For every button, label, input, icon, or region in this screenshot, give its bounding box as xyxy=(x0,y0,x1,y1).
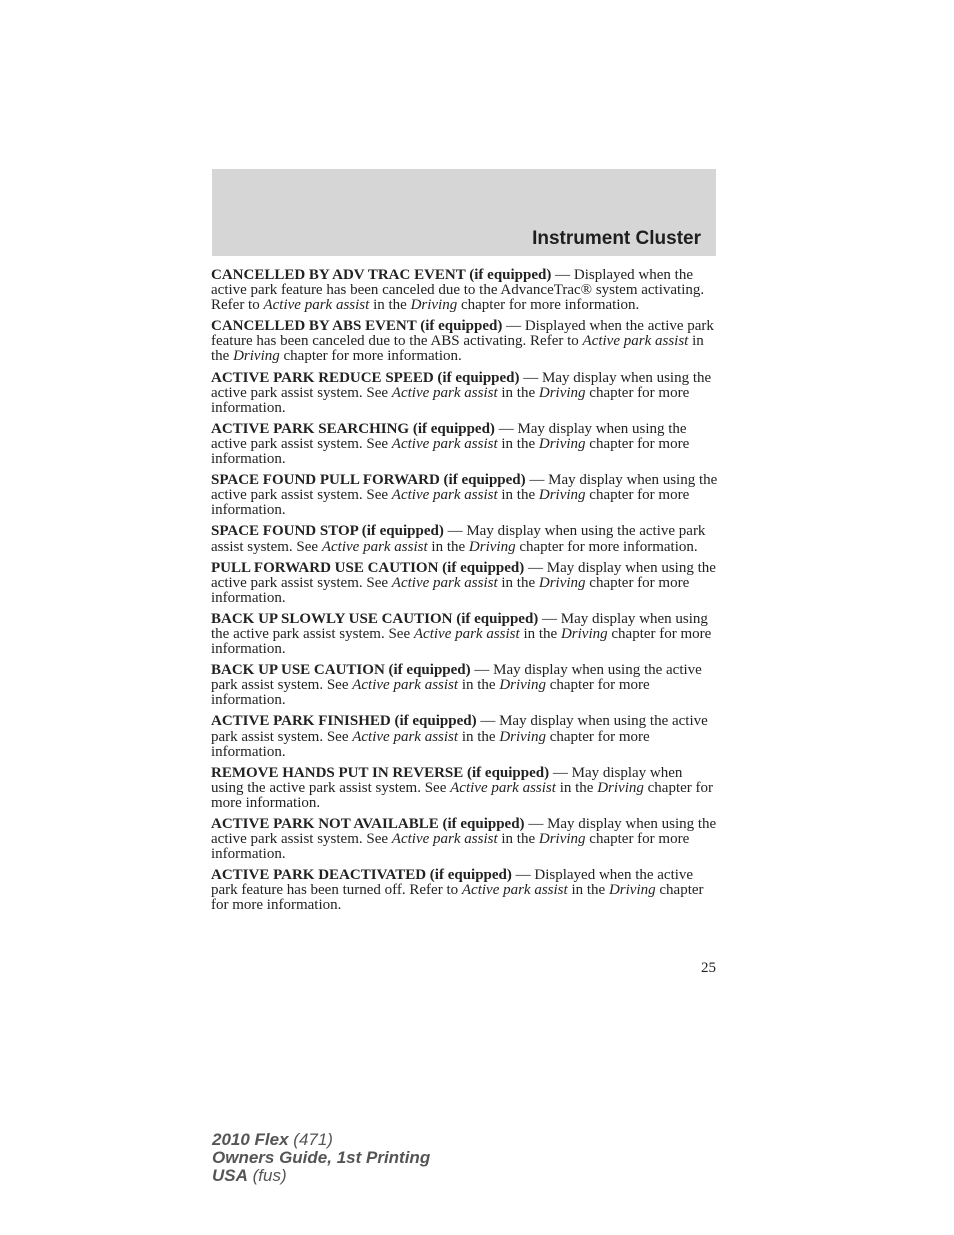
description-text: chapter for more information. xyxy=(211,384,690,416)
description-text: — May display when using the active park assist system. See xyxy=(211,420,687,452)
message-term: CANCELLED BY ADV TRAC EVENT (if equipped) xyxy=(211,267,552,283)
description-text: chapter for more information. xyxy=(211,831,690,863)
footer-market: USA xyxy=(212,1166,248,1185)
message-term: ACTIVE PARK FINISHED (if equipped) xyxy=(211,713,477,730)
description-text: in the xyxy=(497,384,539,401)
footer-model-code: (471) xyxy=(288,1130,333,1149)
cross-reference: Active park assist xyxy=(413,625,520,642)
footer-market-code: (fus) xyxy=(247,1166,287,1185)
cross-reference: Driving xyxy=(468,538,516,555)
message-entry xyxy=(211,612,718,657)
description-text: chapter for more information. xyxy=(211,779,714,811)
cross-reference: Active park assist xyxy=(352,728,459,745)
message-entry xyxy=(211,422,718,467)
description-text: — May display when using the active park assist system. See xyxy=(211,816,717,848)
cross-reference: Driving xyxy=(499,728,546,745)
cross-reference: Active park assist xyxy=(582,333,689,350)
cross-reference: Active park assist xyxy=(263,297,370,314)
description-text: — May display when using the active park assist system. See xyxy=(211,713,708,745)
cross-reference: Driving xyxy=(538,831,586,848)
message-term: CANCELLED BY ABS EVENT (if equipped) xyxy=(211,318,503,335)
cross-reference: Driving xyxy=(538,435,586,452)
description-text: in the xyxy=(369,297,411,314)
description-text: — Displayed when the active park feature has been turned off. Refer to xyxy=(211,867,694,899)
cross-reference: Driving xyxy=(538,574,586,591)
footer-model: 2010 Flex xyxy=(212,1130,289,1149)
cross-reference: Driving xyxy=(538,487,586,504)
message-entry xyxy=(211,766,718,811)
message-term: SPACE FOUND PULL FORWARD (if equipped) xyxy=(211,472,526,489)
description-text: in the xyxy=(567,882,609,899)
cross-reference: Active park assist xyxy=(321,538,428,555)
description-text: chapter for more information. xyxy=(457,297,640,314)
description-text: in the xyxy=(555,779,598,796)
description-text: in the xyxy=(519,625,561,642)
message-entry xyxy=(211,663,718,708)
message-entry xyxy=(211,268,718,313)
cross-reference: Driving xyxy=(560,625,608,642)
message-entry xyxy=(211,319,718,364)
description-text: chapter for more information. xyxy=(211,625,712,658)
message-term: ACTIVE PARK REDUCE SPEED (if equipped) xyxy=(211,369,520,386)
description-text: — May display when using the active park assist system. See xyxy=(211,559,716,591)
cross-reference: Driving xyxy=(233,348,280,365)
footer-line-guide: Owners Guide, 1st Printing xyxy=(212,1148,431,1167)
cross-reference: Driving xyxy=(499,677,546,694)
page-number: 25 xyxy=(701,960,716,976)
cross-reference: Active park assist xyxy=(391,384,498,401)
message-term: ACTIVE PARK NOT AVAILABLE (if equipped) xyxy=(211,816,525,832)
description-text: in the xyxy=(497,574,539,591)
cross-reference: Driving xyxy=(597,779,644,796)
message-term: PULL FORWARD USE CAUTION (if equipped) xyxy=(211,559,525,576)
message-term: BACK UP SLOWLY USE CAUTION (if equipped) xyxy=(211,610,539,627)
description-text: in the xyxy=(497,435,539,452)
footer-line-market xyxy=(212,1167,430,1185)
message-entry xyxy=(211,817,718,862)
cross-reference: Active park assist xyxy=(391,435,498,452)
description-text: in the xyxy=(458,728,500,745)
description-text: chapter for more information. xyxy=(211,435,690,468)
message-term: SPACE FOUND STOP (if equipped) xyxy=(211,523,444,540)
footer-line-model xyxy=(212,1131,430,1149)
cross-reference: Active park assist xyxy=(450,779,556,796)
description-text: chapter for more information. xyxy=(211,882,704,914)
section-header-bar xyxy=(212,169,716,256)
message-entry xyxy=(211,524,718,554)
description-text: — Displayed when the active park feature has been canceled due to the AdvanceTrac® system activating. Refer to xyxy=(211,267,705,314)
description-text: chapter for more information. xyxy=(211,728,650,760)
description-text: chapter for more information. xyxy=(515,538,698,555)
cross-reference: Active park assist xyxy=(461,882,568,899)
cross-reference: Active park assist xyxy=(391,487,498,504)
description-text: — May display when using the active park assist system. See xyxy=(211,369,712,401)
cross-reference: Active park assist xyxy=(352,677,459,694)
message-entry xyxy=(211,371,718,416)
description-text: — May display when using the active park assist system. See xyxy=(211,523,706,555)
description-text: in the xyxy=(497,487,539,504)
message-entry xyxy=(211,473,718,518)
message-list xyxy=(211,268,718,920)
message-term: REMOVE HANDS PUT IN REVERSE (if equipped) xyxy=(211,764,550,781)
message-term: ACTIVE PARK DEACTIVATED (if equipped) xyxy=(211,867,512,884)
message-entry xyxy=(211,868,718,913)
description-text: chapter for more information. xyxy=(211,677,650,709)
cross-reference: Active park assist xyxy=(391,831,498,848)
description-text: chapter for more information. xyxy=(279,348,462,365)
description-text: in the xyxy=(497,831,539,848)
message-entry xyxy=(211,561,718,606)
cross-reference: Driving xyxy=(538,384,586,401)
cross-reference: Driving xyxy=(608,882,656,899)
section-title: Instrument Cluster xyxy=(532,228,701,249)
description-text: chapter for more information. xyxy=(211,487,690,519)
description-text: — May display when using the active park assist system. See xyxy=(211,662,702,694)
message-term: BACK UP USE CAUTION (if equipped) xyxy=(211,662,471,679)
cross-reference: Active park assist xyxy=(391,574,498,591)
description-text: in the xyxy=(458,677,500,694)
description-text: chapter for more information. xyxy=(211,574,690,606)
description-text: — Displayed when the active park feature has been canceled due to the ABS activating. Refer to xyxy=(211,318,714,350)
message-entry xyxy=(211,714,718,759)
message-term: ACTIVE PARK SEARCHING (if equipped) xyxy=(211,420,495,437)
description-text: in the xyxy=(427,538,469,555)
footer xyxy=(212,1131,430,1185)
description-text: in the xyxy=(211,333,704,365)
description-text: — May display when using the active park assist system. See xyxy=(211,764,683,796)
description-text: — May display when using the active park assist system. See xyxy=(211,472,718,504)
cross-reference: Driving xyxy=(410,297,458,314)
description-text: — May display when using the active park assist system. See xyxy=(211,610,708,642)
